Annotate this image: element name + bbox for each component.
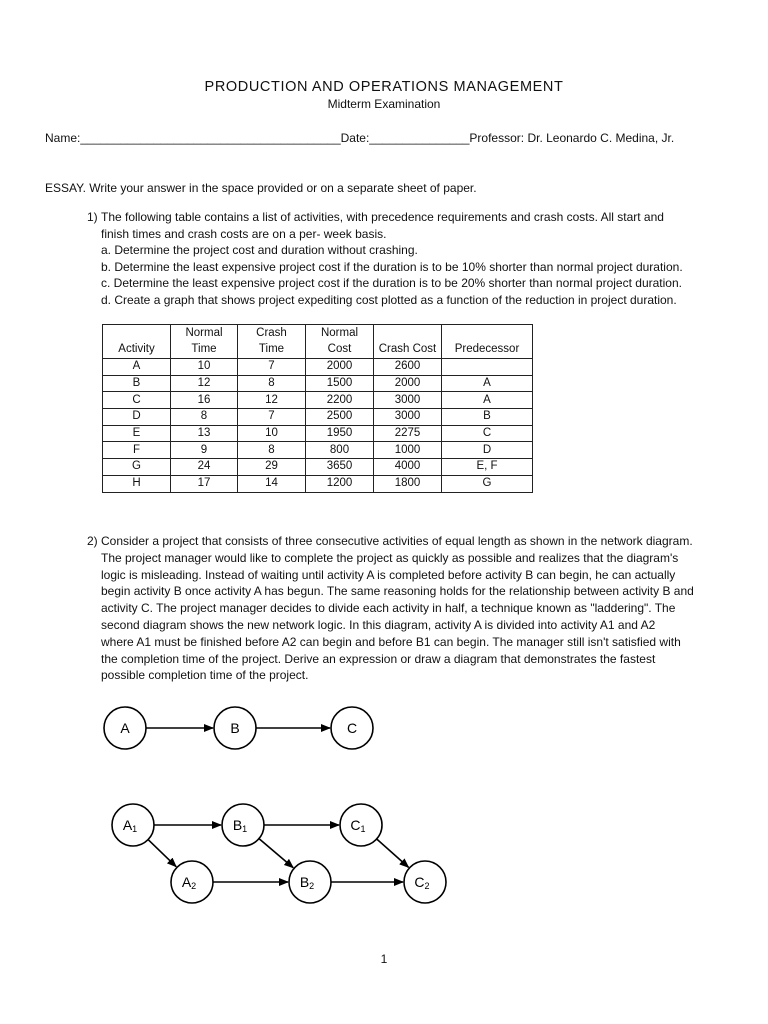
node-a1 bbox=[112, 804, 154, 846]
table-cell: 2275 bbox=[374, 425, 442, 442]
question-1-line: b. Determine the least expensive project cost if the duration is to be 10% shorter than normal project duration. bbox=[101, 259, 683, 274]
table-cell bbox=[442, 359, 533, 376]
node-label: C bbox=[346, 720, 358, 736]
table-cell: 29 bbox=[238, 459, 306, 476]
node-label: B1 bbox=[232, 817, 248, 834]
table-cell: 1000 bbox=[374, 442, 442, 459]
question-2-line: Consider a project that consists of three consecutive activities of equal length as shown in the network diagram. bbox=[101, 534, 693, 548]
table-cell: G bbox=[103, 459, 171, 476]
table-cell: A bbox=[442, 375, 533, 392]
essay-instruction: ESSAY. Write your answer in the space provided or on a separate sheet of paper. bbox=[45, 181, 477, 195]
question-2-body bbox=[101, 533, 717, 684]
table-cell: 1500 bbox=[306, 375, 374, 392]
table-cell: B bbox=[103, 375, 171, 392]
page-title: PRODUCTION AND OPERATIONS MANAGEMENT bbox=[204, 79, 564, 95]
question-1-line: The following table contains a list of activities, with precedence requirements and crash costs. All start and bbox=[101, 210, 664, 224]
question-2-number: 2) bbox=[87, 534, 98, 548]
table-row bbox=[103, 359, 533, 376]
col-activity: Activity bbox=[103, 325, 171, 359]
node-b2 bbox=[289, 861, 331, 903]
name-field: Name:_______________________________________ bbox=[45, 131, 341, 145]
table-cell: 3650 bbox=[306, 459, 374, 476]
page-subtitle: Midterm Examination bbox=[327, 97, 441, 111]
table-cell: 8 bbox=[238, 375, 306, 392]
table-row bbox=[103, 375, 533, 392]
node-b1 bbox=[222, 804, 264, 846]
table-cell: 8 bbox=[238, 442, 306, 459]
table-row bbox=[103, 392, 533, 409]
node-label: C2 bbox=[414, 874, 430, 891]
question-2-line: activity C. The project manager decides to divide each activity in half, a technique known as "laddering". The bbox=[101, 601, 676, 616]
table-cell: 8 bbox=[171, 409, 238, 426]
table-cell: A bbox=[103, 359, 171, 376]
network-diagram bbox=[90, 690, 470, 920]
table-cell: 13 bbox=[171, 425, 238, 442]
arrow-edge bbox=[259, 839, 293, 868]
table-cell: 2200 bbox=[306, 392, 374, 409]
activity-table bbox=[102, 324, 533, 493]
col-predecessor: Predecessor bbox=[442, 325, 533, 359]
table-cell: E, F bbox=[442, 459, 533, 476]
header-fields bbox=[45, 131, 674, 145]
table-row bbox=[103, 459, 533, 476]
question-2-line: second diagram shows the new network logic. In this diagram, activity A is divided into activity A1 and A2 bbox=[101, 617, 656, 632]
node-label: B2 bbox=[299, 874, 315, 891]
table-cell: 9 bbox=[171, 442, 238, 459]
node-label: C1 bbox=[350, 817, 366, 834]
table-cell: 2000 bbox=[306, 359, 374, 376]
question-1 bbox=[87, 209, 717, 309]
node-label: B bbox=[230, 720, 240, 736]
col-crash-time: Crash Time bbox=[238, 325, 306, 359]
table-cell: 1200 bbox=[306, 475, 374, 492]
table-row bbox=[103, 475, 533, 492]
node-label: A1 bbox=[122, 817, 138, 834]
table-cell: 16 bbox=[171, 392, 238, 409]
table-cell: D bbox=[442, 442, 533, 459]
col-normal-time: Normal Time bbox=[171, 325, 238, 359]
page-number: 1 bbox=[380, 952, 388, 966]
date-field: Date:_______________ bbox=[340, 131, 470, 145]
table-cell: 1800 bbox=[374, 475, 442, 492]
table-row bbox=[103, 409, 533, 426]
table-cell: 12 bbox=[238, 392, 306, 409]
node-label: A bbox=[120, 720, 130, 736]
question-1-number: 1) bbox=[87, 210, 98, 224]
table-cell: 7 bbox=[238, 409, 306, 426]
col-crash-cost: Crash Cost bbox=[374, 325, 442, 359]
table-cell: G bbox=[442, 475, 533, 492]
question-1-line: a. Determine the project cost and duration without crashing. bbox=[101, 243, 418, 258]
table-cell: A bbox=[442, 392, 533, 409]
node-c bbox=[331, 707, 373, 749]
node-b bbox=[214, 707, 256, 749]
table-cell: C bbox=[442, 425, 533, 442]
table-cell: 10 bbox=[238, 425, 306, 442]
table-header-row bbox=[103, 325, 533, 359]
arrow-edge bbox=[377, 839, 409, 867]
question-2-line: begin activity B once activity A has begun. The same reasoning holds for the relationship between activity B and bbox=[101, 584, 694, 599]
table-cell: 3000 bbox=[374, 392, 442, 409]
question-1-line: finish times and crash costs are on a per- week basis. bbox=[101, 226, 387, 241]
table-cell: E bbox=[103, 425, 171, 442]
table-row bbox=[103, 442, 533, 459]
question-2-line: logic is misleading. Instead of waiting until activity A is completed before activity B can begin, he can actually bbox=[101, 567, 676, 582]
node-a bbox=[104, 707, 146, 749]
question-2 bbox=[87, 533, 717, 684]
table-cell: 17 bbox=[171, 475, 238, 492]
table-cell: 24 bbox=[171, 459, 238, 476]
question-1-line: d. Create a graph that shows project expediting cost plotted as a function of the reduction in project duration. bbox=[101, 292, 677, 307]
question-2-line: possible completion time of the project. bbox=[101, 668, 309, 683]
col-normal-cost: Normal Cost bbox=[306, 325, 374, 359]
table-cell: C bbox=[103, 392, 171, 409]
node-c1 bbox=[340, 804, 382, 846]
table-cell: D bbox=[103, 409, 171, 426]
arrow-edge bbox=[148, 840, 176, 867]
table-cell: 10 bbox=[171, 359, 238, 376]
table-cell: B bbox=[442, 409, 533, 426]
node-a2 bbox=[171, 861, 213, 903]
question-2-line: The project manager would like to complete the project as quickly as possible and realizes that the diagram's bbox=[101, 550, 679, 565]
table-cell: 14 bbox=[238, 475, 306, 492]
node-label: A2 bbox=[181, 874, 197, 891]
question-2-line: the completion time of the project. Derive an expression or draw a diagram that demonstrates the fastest bbox=[101, 651, 656, 666]
table-row bbox=[103, 425, 533, 442]
table-cell: 2000 bbox=[374, 375, 442, 392]
table-cell: H bbox=[103, 475, 171, 492]
table-cell: F bbox=[103, 442, 171, 459]
table-cell: 3000 bbox=[374, 409, 442, 426]
table-cell: 12 bbox=[171, 375, 238, 392]
table-cell: 2600 bbox=[374, 359, 442, 376]
node-c2 bbox=[404, 861, 446, 903]
table-cell: 1950 bbox=[306, 425, 374, 442]
question-1-line: c. Determine the least expensive project cost if the duration is to be 20% shorter than normal project duration. bbox=[101, 276, 682, 291]
question-1-body bbox=[101, 209, 717, 309]
professor-field: Professor: Dr. Leonardo C. Medina, Jr. bbox=[469, 131, 675, 145]
question-2-line: where A1 must be finished before A2 can begin and before B1 can begin. The manager still isn't satisfied with bbox=[101, 634, 681, 649]
table-cell: 7 bbox=[238, 359, 306, 376]
table-cell: 4000 bbox=[374, 459, 442, 476]
table-cell: 2500 bbox=[306, 409, 374, 426]
table-cell: 800 bbox=[306, 442, 374, 459]
